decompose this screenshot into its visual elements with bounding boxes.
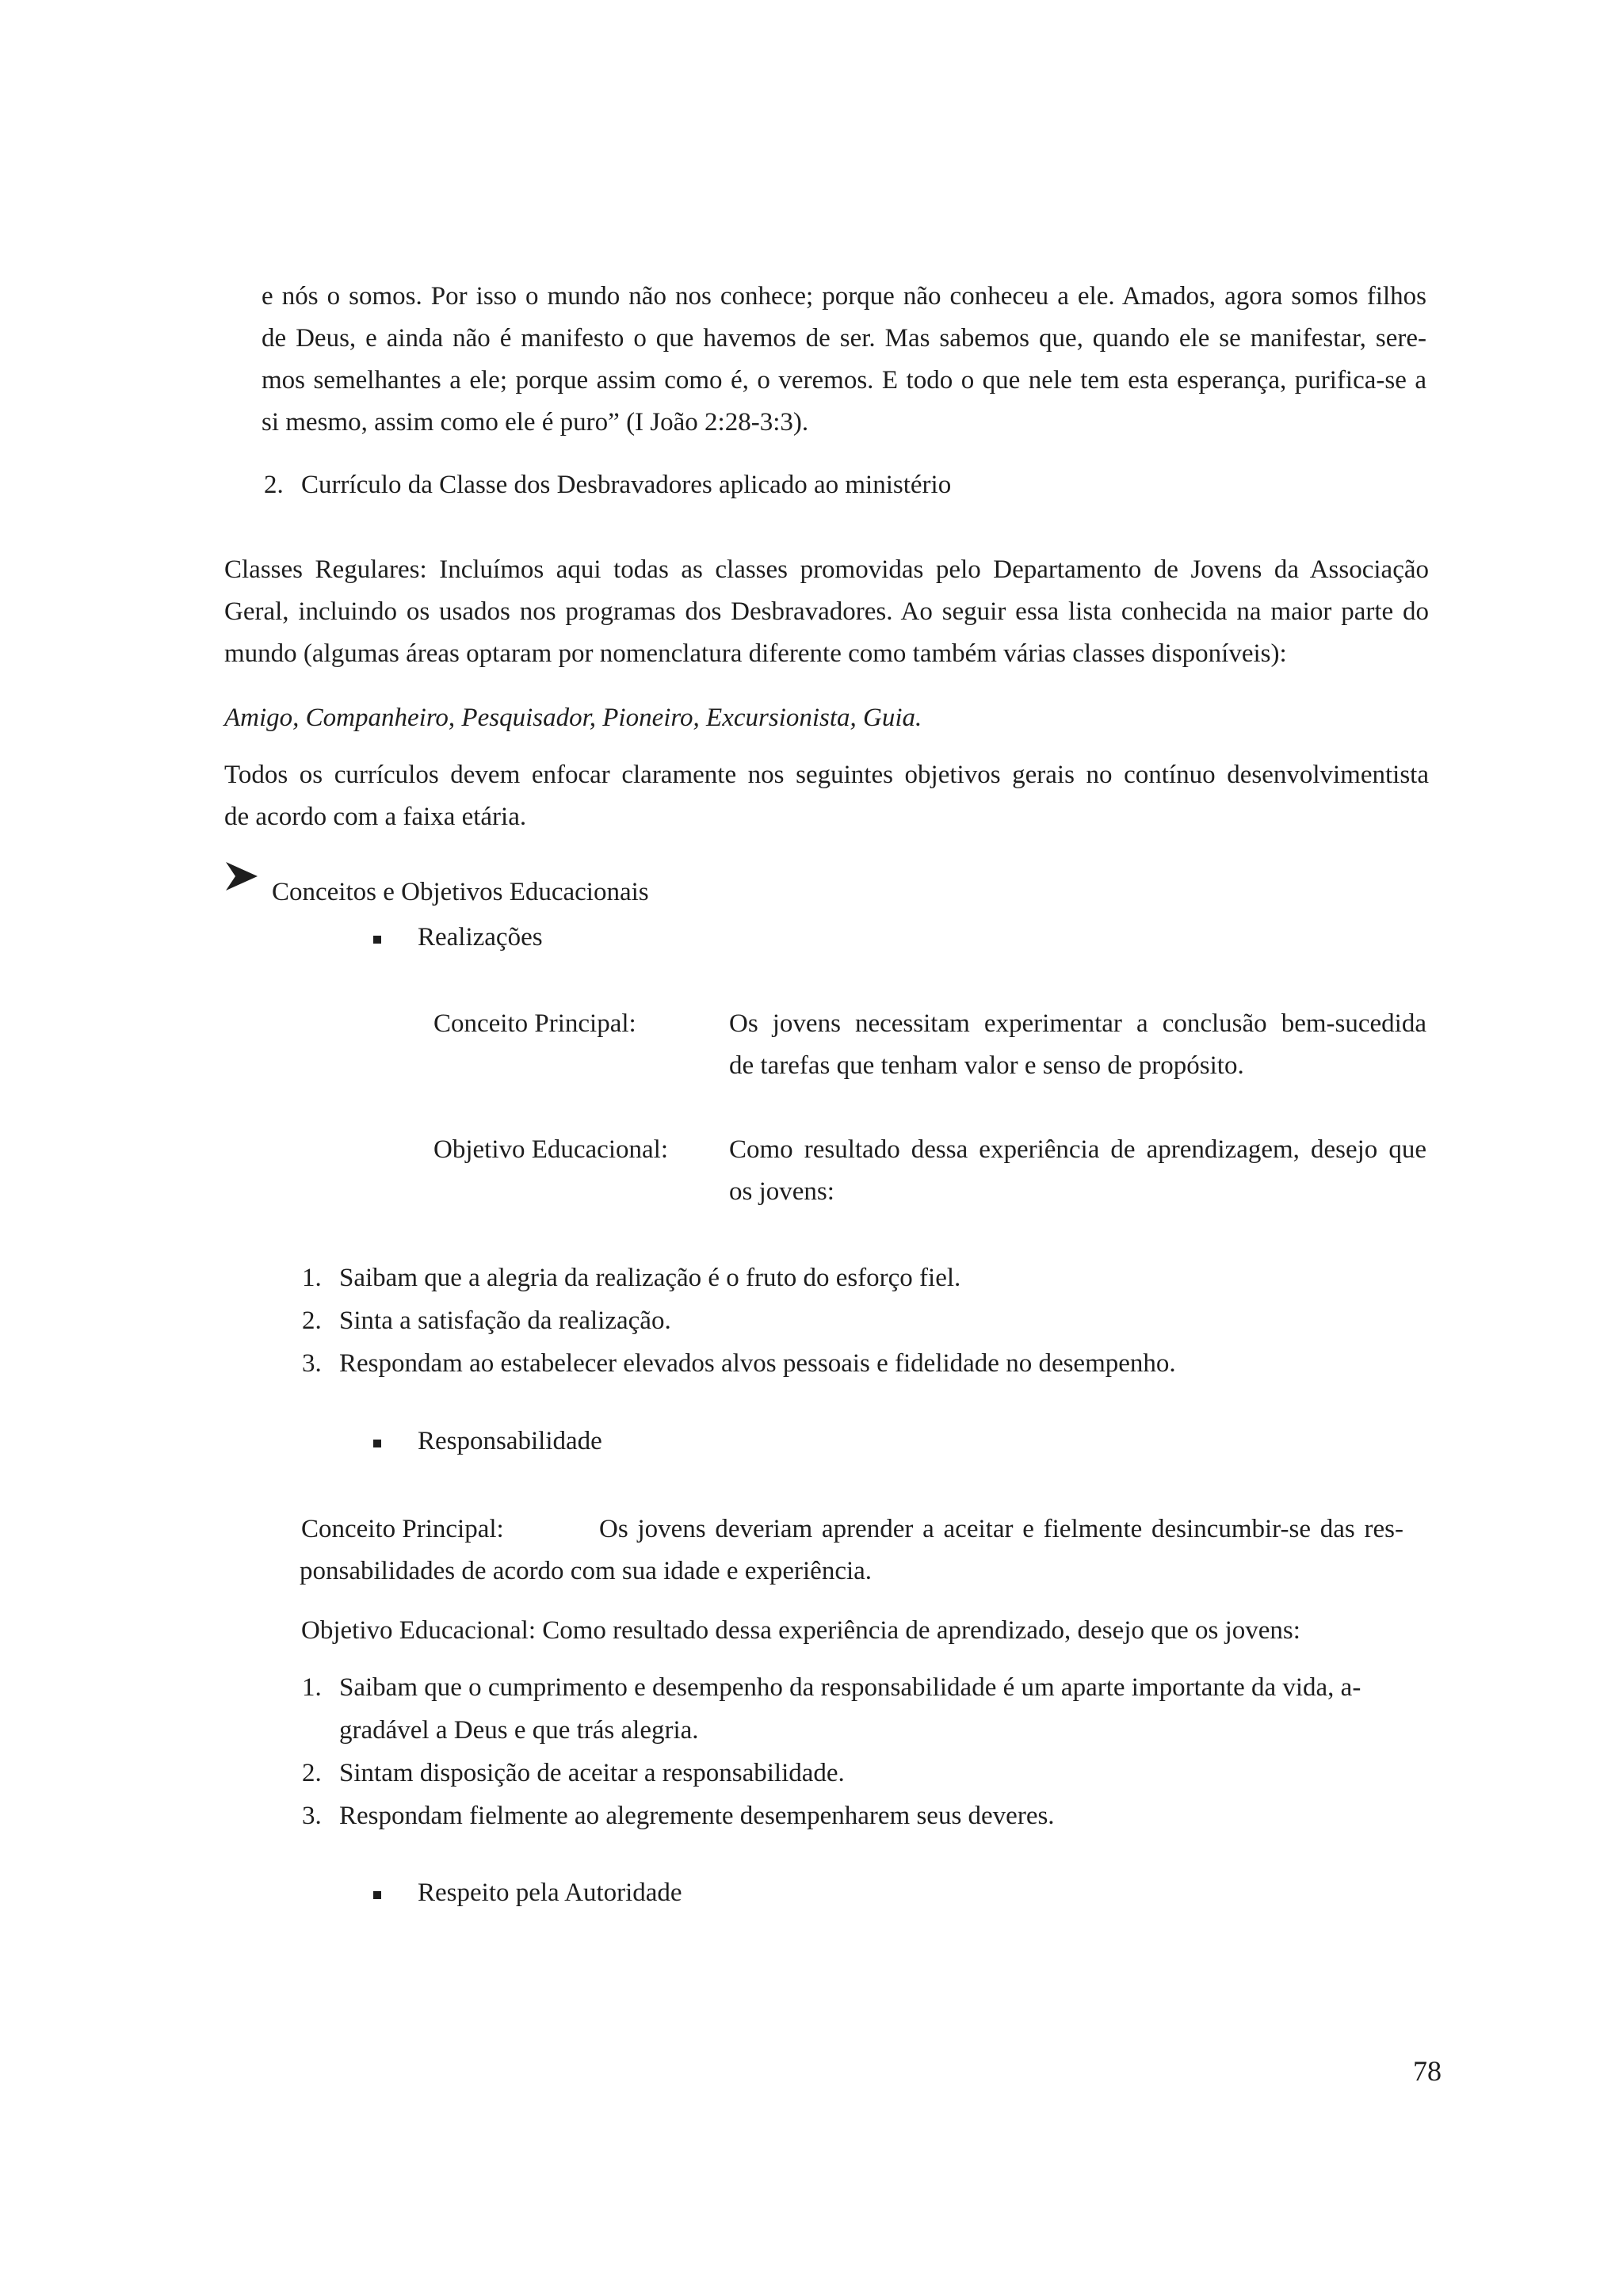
intro-paragraph	[262, 276, 1426, 444]
list-item	[302, 1257, 960, 1299]
concept-line: de tarefas que tenham valor e senso de propósito.	[729, 1051, 1244, 1080]
list-item	[302, 1300, 671, 1342]
intro-line: e nós o somos. Por isso o mundo não nos conhece; porque não conheceu a ele. Amados, agora somos filhos	[262, 282, 1426, 311]
curriculum-paragraph	[224, 754, 1429, 838]
realizacoes-concept-text	[729, 1003, 1426, 1087]
list-item-text: Respondam ao estabelecer elevados alvos pessoais e fidelidade no desempenho.	[339, 1349, 1176, 1378]
list-item	[302, 1795, 1055, 1837]
concept-line: Os jovens necessitam experimentar a conclusão bem-sucedida	[729, 1009, 1426, 1038]
classes-line: Classes Regulares: Incluímos aqui todas as classes promovidas pelo Departamento de Jovens da Associação	[224, 555, 1429, 584]
realizacoes-concept-label: Conceito Principal:	[433, 1009, 636, 1038]
classes-line: Geral, incluindo os usados nos programas dos Desbravadores. Ao seguir essa lista conhecida na maior parte do	[224, 597, 1429, 626]
section-item-number: 2.	[264, 471, 284, 499]
realizacoes-heading: Realizações	[418, 923, 543, 952]
arrowhead-bullet-icon	[224, 860, 259, 892]
list-item-text: Saibam que a alegria da realização é o fruto do esforço fiel.	[339, 1264, 961, 1292]
list-item-text: Sinta a satisfação da realização.	[339, 1306, 671, 1335]
realizacoes-objective-text	[729, 1129, 1426, 1213]
list-item-text: Respondam fielmente ao alegremente desempenharem seus deveres.	[339, 1802, 1055, 1830]
list-item	[302, 1753, 845, 1794]
classes-line: mundo (algumas áreas optaram por nomenclatura diferente como também várias classes disponíveis):	[224, 639, 1287, 668]
responsabilidade-objective: Objetivo Educacional: Como resultado dessa experiência de aprendizado, desejo que os jovens:	[301, 1616, 1300, 1645]
curriculum-line: de acordo com a faixa etária.	[224, 803, 527, 831]
responsabilidade-concept-text	[300, 1508, 1403, 1592]
list-item-number: 3.	[302, 1802, 322, 1830]
section-item-text: Currículo da Classe dos Desbravadores aplicado ao ministério	[301, 471, 952, 499]
square-bullet-icon	[373, 936, 381, 944]
list-item-number: 2.	[302, 1759, 322, 1787]
respeito-heading: Respeito pela Autoridade	[418, 1878, 682, 1907]
list-item-number: 2.	[302, 1306, 322, 1335]
list-item-number: 1.	[302, 1264, 322, 1292]
intro-line: mos semelhantes a ele; porque assim como é, o veremos. E todo o que nele tem esta esperança, purifica-se a	[262, 366, 1426, 395]
list-item	[302, 1343, 1176, 1385]
curriculum-line: Todos os currículos devem enfocar claramente nos seguintes objetivos gerais no contínuo desenvolvimentista	[224, 761, 1429, 789]
classes-paragraph	[224, 549, 1429, 675]
square-bullet-icon	[373, 1440, 381, 1447]
concepts-heading: Conceitos e Objetivos Educacionais	[272, 878, 649, 906]
realizacoes-objective-label: Objetivo Educacional:	[433, 1135, 668, 1164]
concept-line: Os jovens deveriam aprender a aceitar e fielmente desincumbir-se das res-	[599, 1515, 1403, 1543]
section-item	[264, 464, 951, 506]
list-item-number: 1.	[302, 1673, 322, 1702]
list-item-text: Saibam que o cumprimento e desempenho da responsabilidade é um aparte importante da vida, a-	[339, 1673, 1361, 1702]
responsabilidade-heading: Responsabilidade	[418, 1427, 602, 1455]
intro-line: de Deus, e ainda não é manifesto o que havemos de ser. Mas sabemos que, quando ele se manifestar, sere-	[262, 324, 1426, 353]
intro-line: si mesmo, assim como ele é puro” (I João 2:28-3:3).	[262, 408, 809, 437]
classes-list: Amigo, Companheiro, Pesquisador, Pioneiro, Excursionista, Guia.	[224, 704, 922, 732]
objective-line: Como resultado dessa experiência de aprendizagem, desejo que	[729, 1135, 1426, 1164]
list-item-text: Sintam disposição de aceitar a responsabilidade.	[339, 1759, 845, 1787]
list-item-continuation: gradável a Deus e que trás alegria.	[339, 1716, 699, 1745]
objective-line: os jovens:	[729, 1177, 834, 1206]
list-item	[302, 1667, 1361, 1709]
concept-line: ponsabilidades de acordo com sua idade e experiência.	[300, 1557, 873, 1585]
square-bullet-icon	[373, 1891, 381, 1899]
responsabilidade-concept-label: Conceito Principal:	[301, 1515, 504, 1543]
page-number: 78	[1413, 2055, 1442, 2087]
list-item-number: 3.	[302, 1349, 322, 1378]
